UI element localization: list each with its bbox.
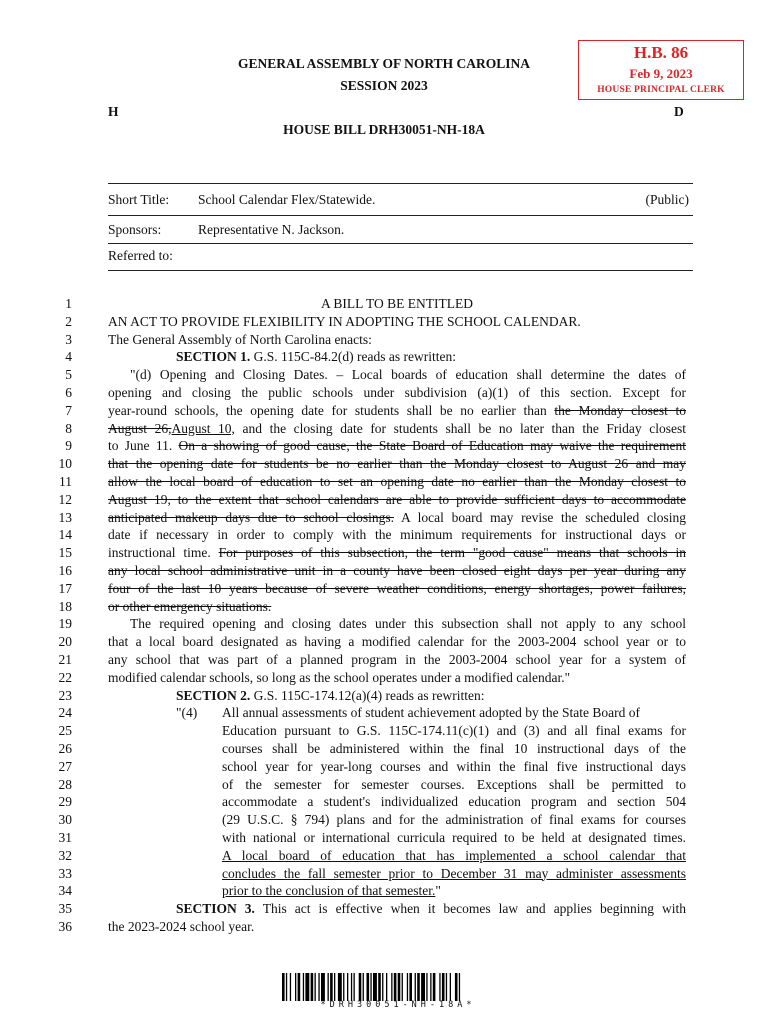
- deleted-text: any local school administrative unit in a county have been closed eight days per year during any: [108, 563, 686, 578]
- section-heading: SECTION 1.: [176, 349, 251, 365]
- sponsors-value: Representative N. Jackson.: [198, 222, 345, 237]
- bill-line: [222, 722, 686, 740]
- bill-line: [108, 918, 686, 936]
- line-text: A BILL TO BE ENTITLED: [321, 296, 473, 311]
- bill-line: [108, 420, 686, 438]
- bill-line: [108, 437, 686, 455]
- line-text: A local board may revise the scheduled closing: [393, 509, 686, 525]
- assembly-heading: GENERAL ASSEMBLY OF NORTH CAROLINA: [237, 56, 531, 71]
- sponsors-label: Sponsors:: [108, 222, 162, 237]
- line-number: 14: [58, 527, 72, 543]
- line-number: 10: [58, 456, 72, 472]
- section-heading: SECTION 2.: [176, 687, 251, 703]
- line-text: The General Assembly of North Carolina enacts:: [108, 331, 372, 347]
- stamp-office: HOUSE PRINCIPAL CLERK: [597, 85, 725, 95]
- line-number: 22: [58, 669, 72, 685]
- deleted-text: that the opening date for students be no earlier than the Monday closest to August 26 and may: [108, 456, 686, 472]
- line-number: 16: [58, 563, 72, 578]
- bill-line: [222, 776, 686, 794]
- deleted-text: August 26,: [108, 420, 172, 436]
- bill-line: [108, 313, 686, 331]
- line-text: and the closing date for students shall be no later than the Friday closest: [234, 420, 686, 436]
- inserted-text: August 10,: [171, 420, 235, 436]
- barcode-bar: [290, 973, 291, 1001]
- line-text: any school that was part of a planned program in the 2003-2004 school year for a system of: [108, 652, 686, 667]
- line-number: 13: [58, 509, 72, 525]
- stamp-date: Feb 9, 2023: [629, 66, 693, 81]
- line-text: the 2023-2024 school year.: [108, 919, 255, 934]
- divider: [108, 183, 693, 184]
- barcode-bar: [415, 973, 416, 1001]
- line-number: 5: [65, 367, 72, 383]
- deleted-text: or other emergency situations.: [108, 598, 272, 614]
- barcode-bar: [455, 973, 458, 1001]
- bill-line: [176, 704, 686, 722]
- barcode-bar: [351, 973, 352, 1001]
- bill-line: [222, 758, 686, 776]
- bill-line: [222, 865, 686, 883]
- line-number: 6: [65, 385, 72, 400]
- line-text: G.S. 115C-84.2(d) reads as rewritten:: [250, 349, 456, 365]
- barcode-bar: [303, 973, 304, 1001]
- line-text: to June 11.: [108, 438, 179, 454]
- line-number: 3: [65, 331, 72, 347]
- inserted-text: prior to the conclusion of that semester.: [222, 883, 436, 899]
- line-number: 24: [58, 705, 72, 721]
- deleted-text: For purposes of this subsection, the term "good cause" means that schools in: [218, 545, 686, 561]
- line-number: 9: [65, 438, 72, 454]
- bill-line: [108, 562, 686, 580]
- barcode-bar: [442, 973, 445, 1001]
- bill-line: [222, 793, 686, 811]
- barcode-bar: [373, 973, 377, 1001]
- bill-line: [108, 384, 686, 402]
- bill-line: [222, 740, 686, 758]
- bill-line: [130, 366, 686, 384]
- bill-line: [108, 455, 686, 473]
- barcode-bar: [347, 973, 348, 1001]
- barcode-bar: [338, 973, 342, 1001]
- bill-line: [108, 473, 686, 491]
- bill-line: [108, 651, 686, 669]
- barcode-bar: [378, 973, 381, 1001]
- divider: [108, 270, 693, 271]
- barcode-bar: [311, 973, 314, 1001]
- barcode-image: [282, 973, 514, 1001]
- barcode-bar: [386, 973, 387, 1001]
- line-text: opening and closing the public schools under subdivision (a)(1) of this section. Except for: [108, 385, 686, 400]
- barcode-bar: [450, 973, 451, 1001]
- bill-line: [108, 633, 686, 651]
- divider: [108, 243, 693, 244]
- line-number: 8: [65, 420, 72, 436]
- barcode-bar: [305, 973, 309, 1001]
- bill-line: [108, 580, 686, 598]
- bill-line: [108, 491, 686, 509]
- line-number: 23: [58, 687, 72, 703]
- barcode-bar: [421, 973, 425, 1001]
- line-number: 21: [58, 652, 72, 667]
- barcode-bar: [328, 973, 329, 1001]
- short-title-value: School Calendar Flex/Statewide.: [198, 192, 376, 207]
- barcode-bar: [402, 973, 403, 1001]
- barcode-bar: [354, 973, 355, 1001]
- barcode-bar: [282, 973, 285, 1001]
- stamp-bill-number: H.B. 86: [633, 43, 689, 62]
- barcode-bar: [433, 973, 436, 1001]
- inserted-text: A local board of education that has implemented a school calendar that: [222, 847, 686, 863]
- barcode-bar: [359, 973, 362, 1001]
- line-number: 32: [58, 847, 72, 863]
- line-number: 1: [65, 296, 72, 311]
- divider: [108, 215, 693, 216]
- barcode-bar: [417, 973, 420, 1001]
- barcode-bar: [394, 973, 397, 1001]
- line-text: (29 U.S.C. § 794) plans and for the administration of final exams for courses: [222, 812, 686, 828]
- barcode-bar: [298, 973, 301, 1001]
- deleted-text: four of the last 10 years because of severe weather conditions, energy shortages, power failures,: [108, 580, 686, 596]
- barcode-bar: [295, 973, 296, 1001]
- line-number: 31: [58, 830, 72, 845]
- barcode-bar: [398, 973, 401, 1001]
- draft-letter: D: [674, 104, 684, 119]
- bill-line: [130, 615, 686, 633]
- line-text: Education pursuant to G.S. 115C-174.11(c)(1) and (3) and all final exams for: [222, 723, 686, 739]
- barcode-bar: [318, 973, 319, 1001]
- filing-stamp: [578, 40, 744, 100]
- barcode-bar: [367, 973, 370, 1001]
- line-number: 33: [58, 865, 72, 881]
- line-number: 11: [59, 474, 72, 489]
- bill-line: [108, 526, 686, 544]
- line-text: modified calendar schools, so long as the school operates under a modified calendar.": [108, 669, 571, 685]
- line-number: 36: [58, 919, 72, 934]
- line-text: The required opening and closing dates under this subsection shall not apply to any school: [130, 616, 686, 632]
- deleted-text: August 19, to the extent that school calendars are able to provide sufficient days to accommodate: [108, 491, 686, 507]
- barcode-bar: [382, 973, 383, 1001]
- barcode-bar: [459, 973, 460, 1001]
- short-title-label: Short Title:: [108, 192, 170, 207]
- line-text: This act is effective when it becomes law and applies beginning with: [254, 901, 686, 917]
- bill-line: [108, 295, 686, 313]
- barcode-bar: [363, 973, 364, 1001]
- line-number: 30: [58, 812, 72, 828]
- barcode-bar: [286, 973, 287, 1001]
- deleted-text: anticipated makeup days due to school closings.: [108, 509, 394, 525]
- line-text: with national or international curricula required to be held at designated times.: [222, 830, 686, 845]
- barcode-bar: [430, 973, 431, 1001]
- deleted-text: allow the local board of education to set an opening date no earlier than the Monday closest to: [108, 474, 686, 489]
- bill-line: [222, 811, 686, 829]
- barcode-bar: [321, 973, 325, 1001]
- barcode-caption: *DRH30051-NH-18A*: [320, 1000, 476, 1010]
- line-text: courses shall be administered within the final 10 instructional days of the: [222, 741, 686, 756]
- bill-line: [108, 402, 686, 420]
- line-number: 17: [58, 580, 72, 596]
- barcode-bar: [407, 973, 408, 1001]
- section-heading: SECTION 3.: [176, 901, 255, 917]
- bill-line: [108, 544, 686, 562]
- barcode-bar: [334, 973, 335, 1001]
- line-text: that a local board designated as having a modified calendar for the 2003-2004 school year or to: [108, 634, 686, 650]
- line-text: year-round schools, the opening date for students shall be no earlier than: [108, 402, 555, 418]
- line-text: of the semester for semester courses. Exceptions shall be permitted to: [222, 776, 686, 792]
- barcode-bar: [343, 973, 344, 1001]
- bill-line: [176, 687, 686, 705]
- line-text: "(d) Opening and Closing Dates. – Local boards of education shall determine the dates of: [130, 367, 686, 383]
- line-number: 27: [58, 758, 72, 774]
- line-number: 15: [58, 545, 72, 561]
- line-text: school year for year-long courses and within the final five instructional days: [222, 758, 686, 774]
- line-number: 18: [58, 598, 72, 614]
- bill-line: [222, 847, 686, 865]
- chamber-letter: H: [108, 104, 119, 119]
- barcode-bar: [446, 973, 447, 1001]
- referred-label: Referred to:: [108, 248, 173, 263]
- line-number: 35: [58, 901, 72, 917]
- bill-line: [222, 882, 686, 900]
- barcode-bar: [370, 973, 371, 1001]
- barcode-bar: [426, 973, 427, 1001]
- line-text: accommodate a student's individualized education program and section 504: [222, 794, 686, 810]
- session-heading: SESSION 2023: [340, 78, 428, 93]
- line-text: AN ACT TO PROVIDE FLEXIBILITY IN ADOPTING THE SCHOOL CALENDAR.: [108, 313, 581, 329]
- line-number: 4: [65, 349, 72, 365]
- line-number: 34: [58, 883, 72, 899]
- bill-type: (Public): [645, 192, 689, 207]
- line-number: 26: [58, 741, 72, 756]
- barcode-bar: [330, 973, 333, 1001]
- line-number: 20: [58, 634, 72, 650]
- barcode-bar: [315, 973, 316, 1001]
- bill-line: [108, 669, 686, 687]
- bill-line: [108, 509, 686, 527]
- deleted-text: the Monday closest to: [554, 402, 686, 418]
- barcode-bar: [391, 973, 392, 1001]
- line-text: G.S. 115C-174.12(a)(4) reads as rewritten:: [250, 687, 485, 703]
- bill-id-heading: HOUSE BILL DRH30051-NH-18A: [283, 122, 485, 137]
- bill-line: [176, 900, 686, 918]
- line-text: "(4): [176, 705, 198, 721]
- line-text: instructional time.: [108, 545, 219, 561]
- line-text: ": [435, 883, 441, 899]
- line-text: date if necessary in order to comply with the minimum requirements for instructional days or: [108, 527, 686, 543]
- line-number: 2: [65, 313, 72, 329]
- bill-line: [108, 598, 686, 616]
- barcode-bar: [439, 973, 440, 1001]
- bill-line: [176, 348, 686, 366]
- line-number: 28: [58, 776, 72, 792]
- inserted-text: concludes the fall semester prior to December 31 may administer assessments: [222, 865, 686, 881]
- line-text: All annual assessments of student achievement adopted by the State Board of: [222, 705, 641, 721]
- bill-line: [108, 331, 686, 349]
- deleted-text: On a showing of good cause, the State Board of Education may waive the requirement: [178, 438, 686, 454]
- line-number: 25: [58, 723, 72, 739]
- line-number: 12: [58, 491, 72, 507]
- line-number: 29: [58, 794, 72, 810]
- barcode-bar: [409, 973, 412, 1001]
- line-number: 19: [58, 616, 72, 632]
- bill-line: [222, 829, 686, 847]
- line-number: 7: [65, 402, 72, 418]
